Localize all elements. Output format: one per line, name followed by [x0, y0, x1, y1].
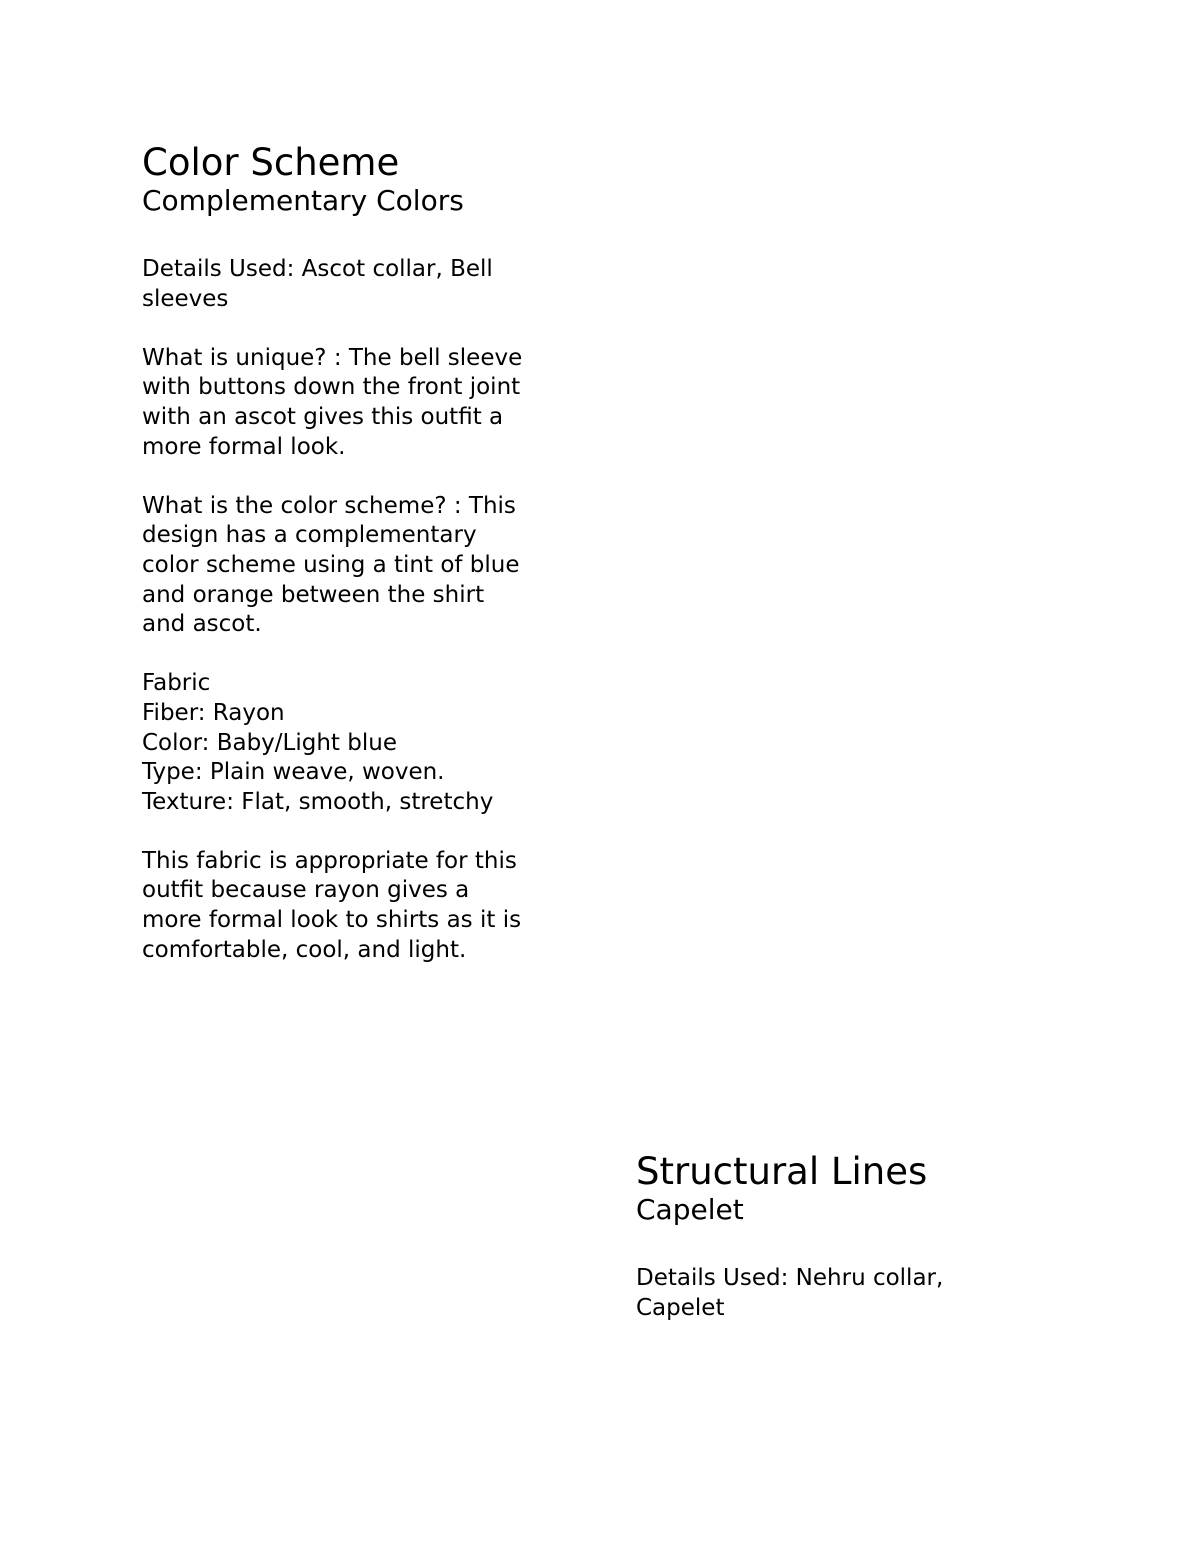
structural-lines-subtitle: Capelet [636, 1193, 744, 1226]
details-used-paragraph [142, 255, 582, 314]
appropriate-line: outfit because rayon gives a [142, 877, 470, 904]
fabric-paragraph [142, 669, 582, 817]
appropriate-line: more formal look to shirts as it is [142, 907, 522, 934]
fabric-line: Texture: Flat, smooth, stretchy [142, 788, 494, 815]
structural-lines-title: Structural Lines [636, 1150, 928, 1193]
fabric-line: Type: Plain weave, woven. [142, 759, 445, 786]
fabric-appropriate-paragraph [142, 847, 582, 965]
unique-line: with an ascot gives this outfit a [142, 403, 504, 430]
scheme-line: color scheme using a tint of blue [142, 551, 520, 578]
scheme-line: What is the color scheme? : This [142, 492, 516, 519]
appropriate-line: This fabric is appropriate for this [142, 847, 517, 874]
structural-details-paragraph [636, 1264, 1076, 1323]
scheme-line: design has a complementary [142, 522, 477, 549]
details-line: Details Used: Ascot collar, Bell [142, 256, 493, 282]
color-scheme-section [142, 142, 582, 965]
scheme-line: and orange between the shirt [142, 581, 485, 608]
fabric-line: Fiber: Rayon [142, 699, 285, 726]
unique-paragraph [142, 344, 582, 462]
details-line: sleeves [142, 285, 229, 312]
fabric-line: Fabric [142, 670, 211, 697]
unique-line: with buttons down the front joint [142, 374, 521, 401]
appropriate-line: comfortable, cool, and light. [142, 936, 467, 963]
structural-lines-section [636, 1151, 1076, 1323]
color-scheme-subtitle: Complementary Colors [142, 184, 464, 217]
unique-line: What is unique? : The bell sleeve [142, 344, 523, 371]
unique-line: more formal look. [142, 433, 346, 460]
scheme-line: and ascot. [142, 611, 262, 638]
structural-details-line: Capelet [636, 1294, 725, 1321]
fabric-line: Color: Baby/Light blue [142, 729, 397, 756]
color-scheme-title: Color Scheme [142, 141, 400, 184]
structural-details-line: Details Used: Nehru collar, [636, 1265, 944, 1291]
color-scheme-question-paragraph [142, 492, 582, 640]
